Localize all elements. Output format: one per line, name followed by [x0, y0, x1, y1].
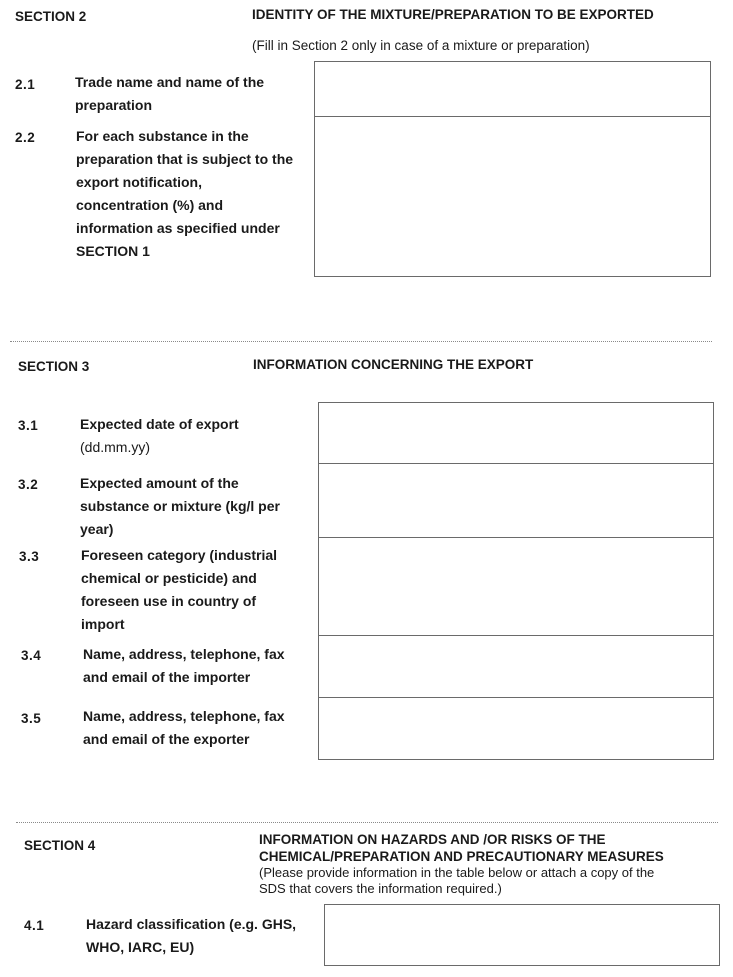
item-2-2-number: 2.2	[15, 130, 36, 145]
item-4-1-question	[86, 913, 321, 959]
item-2-1-question	[75, 71, 310, 117]
item-3-3-number: 3.3	[19, 549, 40, 564]
answer-field-3-1[interactable]	[319, 403, 713, 463]
answer-field-3-2[interactable]	[319, 463, 713, 538]
note-line: SDS that covers the information required.)	[259, 881, 502, 896]
question-line: preparation that is subject to the	[76, 151, 294, 167]
item-3-2-question	[80, 472, 315, 541]
question-line: For each substance in the	[76, 128, 249, 144]
question-line: concentration (%) and	[76, 197, 224, 213]
item-3-5-question	[83, 705, 318, 751]
section-4-note	[259, 865, 724, 897]
question-line: foreseen use in country of	[81, 593, 257, 609]
answer-field-2-2[interactable]	[315, 116, 710, 276]
question-line: Expected amount of the	[80, 475, 239, 491]
question-line: information as specified under	[76, 220, 280, 236]
heading-line: CHEMICAL/PREPARATION AND PRECAUTIONARY MEASURES	[259, 849, 664, 864]
date-format-hint: (dd.mm.yy)	[80, 439, 150, 455]
section-2-note: (Fill in Section 2 only in case of a mixture or preparation)	[252, 38, 590, 53]
section-4-heading	[259, 831, 724, 865]
question-line: Hazard classification (e.g. GHS,	[86, 916, 297, 932]
heading-line: INFORMATION ON HAZARDS AND /OR RISKS OF THE	[259, 832, 606, 847]
question-line: WHO, IARC, EU)	[86, 939, 195, 955]
section-divider	[10, 341, 712, 342]
item-3-1-number: 3.1	[18, 418, 39, 433]
answer-field-2-1[interactable]	[315, 62, 710, 116]
item-2-2-question	[76, 125, 311, 263]
answer-field-3-3[interactable]	[319, 537, 713, 636]
answer-field-4-1[interactable]	[324, 904, 720, 966]
section-3-answer-table	[318, 402, 714, 760]
note-line: (Please provide information in the table below or attach a copy of the	[259, 865, 655, 880]
item-4-1-number: 4.1	[24, 918, 45, 933]
question-line: substance or mixture (kg/l per	[80, 498, 280, 514]
question-line: Trade name and name of the	[75, 74, 265, 90]
section-2-answer-table	[314, 61, 711, 277]
item-3-4-number: 3.4	[21, 648, 42, 663]
section-3-heading: INFORMATION CONCERNING THE EXPORT	[253, 357, 534, 372]
answer-field-3-5[interactable]	[319, 697, 713, 759]
item-2-1-number: 2.1	[15, 77, 36, 92]
answer-field-3-4[interactable]	[319, 635, 713, 698]
question-line: Expected date of export	[80, 416, 239, 432]
section-3-label: SECTION 3	[18, 359, 90, 374]
item-3-4-question	[83, 643, 318, 689]
question-line: Foreseen category (industrial	[81, 547, 278, 563]
question-line: and email of the importer	[83, 669, 251, 685]
question-line: and email of the exporter	[83, 731, 250, 747]
question-line: Name, address, telephone, fax	[83, 646, 285, 662]
question-line: export notification,	[76, 174, 202, 190]
section-2-label: SECTION 2	[15, 9, 87, 24]
item-3-5-number: 3.5	[21, 711, 42, 726]
question-line: Name, address, telephone, fax	[83, 708, 285, 724]
question-line: year)	[80, 521, 114, 537]
item-3-1-question	[80, 413, 315, 459]
question-line: import	[81, 616, 125, 632]
section-2-heading: IDENTITY OF THE MIXTURE/PREPARATION TO BE EXPORTED	[252, 7, 654, 22]
question-line: preparation	[75, 97, 153, 113]
question-line: SECTION 1	[76, 243, 150, 259]
item-3-3-question	[81, 544, 316, 636]
question-line: chemical or pesticide) and	[81, 570, 257, 586]
item-3-2-number: 3.2	[18, 477, 39, 492]
section-divider	[16, 822, 718, 823]
section-4-label: SECTION 4	[24, 838, 96, 853]
